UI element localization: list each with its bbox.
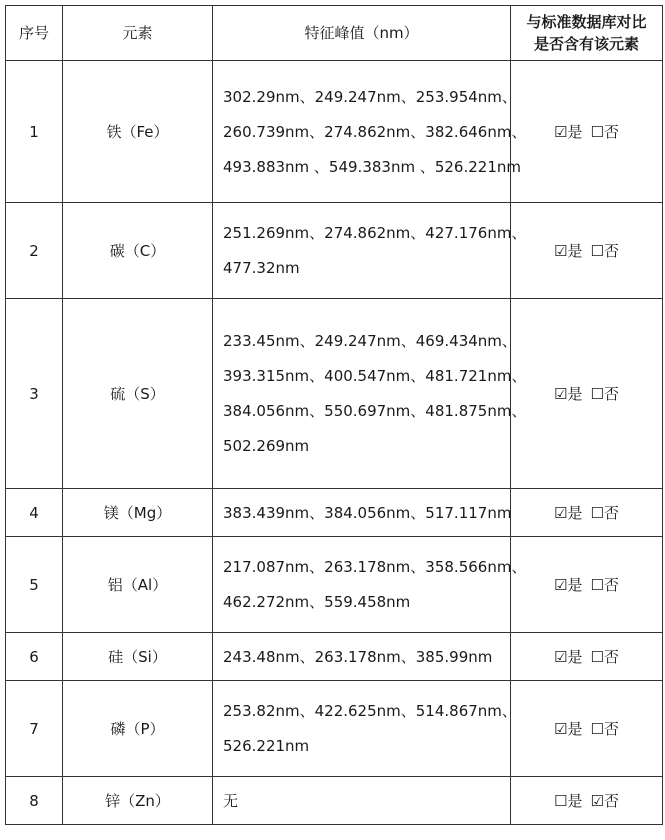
row-element: 锌（Zn）	[63, 777, 213, 825]
no-checkbox-icon[interactable]: ☐	[590, 242, 604, 260]
no-label: 否	[603, 385, 619, 403]
header-peaks: 特征峰值（nm）	[213, 6, 511, 61]
row-compare	[511, 489, 663, 537]
yes-label: 是	[567, 792, 583, 810]
no-label: 否	[603, 504, 619, 522]
no-checkbox-icon[interactable]: ☐	[590, 385, 604, 403]
row-compare	[511, 681, 663, 777]
row-element: 磷（P）	[63, 681, 213, 777]
peak-line: 383.439nm、384.056nm、517.117nm	[223, 503, 512, 522]
table-row	[6, 681, 663, 777]
no-option[interactable]	[591, 646, 619, 667]
row-index: 5	[6, 537, 63, 633]
no-checkbox-icon[interactable]: ☐	[590, 123, 604, 141]
peak-line: 493.883nm 、549.383nm 、526.221nm	[223, 157, 521, 176]
yes-option[interactable]	[554, 646, 582, 667]
yes-option[interactable]	[554, 121, 582, 142]
row-peaks	[213, 537, 527, 633]
table-row	[6, 299, 663, 489]
row-peaks	[213, 299, 527, 489]
no-label: 否	[603, 792, 619, 810]
no-option[interactable]	[591, 121, 619, 142]
peak-line: 477.32nm	[223, 259, 300, 277]
row-element: 硅（Si）	[63, 633, 213, 681]
row-compare	[511, 61, 663, 203]
no-label: 否	[603, 242, 619, 260]
yes-checkbox-icon[interactable]: ☑	[554, 648, 568, 666]
row-peaks	[213, 633, 511, 681]
no-option[interactable]	[591, 383, 619, 404]
table-row	[6, 777, 663, 825]
row-peaks	[213, 777, 511, 825]
row-compare	[511, 203, 663, 299]
peak-line: 无	[223, 791, 239, 810]
yes-checkbox-icon[interactable]: ☑	[554, 576, 568, 594]
yes-label: 是	[567, 123, 583, 141]
table-row	[6, 489, 663, 537]
peak-line: 253.82nm、422.625nm、514.867nm、	[223, 702, 517, 720]
table-row	[6, 537, 663, 633]
peak-line: 462.272nm、559.458nm	[223, 593, 411, 611]
no-checkbox-icon[interactable]: ☑	[590, 792, 604, 810]
yes-option[interactable]	[554, 574, 582, 595]
table-row	[6, 203, 663, 299]
no-option[interactable]	[591, 502, 619, 523]
peak-line: 393.315nm、400.547nm、481.721nm、	[223, 367, 527, 385]
row-index: 4	[6, 489, 63, 537]
yes-checkbox-icon[interactable]: ☑	[554, 242, 568, 260]
yes-option[interactable]	[554, 240, 582, 261]
peak-line: 384.056nm、550.697nm、481.875nm、	[223, 402, 527, 420]
no-checkbox-icon[interactable]: ☐	[590, 504, 604, 522]
no-label: 否	[603, 576, 619, 594]
peak-line: 302.29nm、249.247nm、253.954nm、	[223, 87, 517, 106]
peak-line: 217.087nm、263.178nm、358.566nm、	[223, 558, 527, 576]
row-index: 2	[6, 203, 63, 299]
row-element: 铝（Al）	[63, 537, 213, 633]
yes-option[interactable]	[554, 502, 582, 523]
peak-line: 243.48nm、263.178nm、385.99nm	[223, 647, 493, 666]
no-checkbox-icon[interactable]: ☐	[590, 648, 604, 666]
header-row	[6, 6, 663, 61]
header-compare-line2: 是否含有该元素	[533, 35, 639, 53]
header-index: 序号	[6, 6, 63, 61]
no-option[interactable]	[591, 240, 619, 261]
row-index: 6	[6, 633, 63, 681]
row-element: 镁（Mg）	[63, 489, 213, 537]
row-compare	[511, 537, 663, 633]
row-compare	[511, 633, 663, 681]
row-compare	[511, 777, 663, 825]
table-row	[6, 633, 663, 681]
no-checkbox-icon[interactable]: ☐	[590, 576, 604, 594]
header-compare	[511, 6, 663, 61]
peak-line: 502.269nm	[223, 437, 310, 455]
peak-line: 233.45nm、249.247nm、469.434nm、	[223, 332, 517, 350]
yes-checkbox-icon[interactable]: ☑	[554, 504, 568, 522]
no-option[interactable]	[591, 790, 619, 811]
yes-label: 是	[567, 242, 583, 260]
row-peaks	[213, 681, 517, 777]
no-label: 否	[603, 123, 619, 141]
yes-label: 是	[567, 385, 583, 403]
row-index: 1	[6, 61, 63, 203]
no-label: 否	[603, 720, 619, 738]
row-element: 碳（C）	[63, 203, 213, 299]
peak-line: 526.221nm	[223, 737, 310, 755]
header-compare-line1: 与标准数据库对比	[526, 13, 647, 31]
yes-label: 是	[567, 648, 583, 666]
row-peaks	[213, 203, 527, 299]
yes-label: 是	[567, 504, 583, 522]
no-option[interactable]	[591, 718, 619, 739]
element-peak-table	[5, 5, 663, 825]
yes-checkbox-icon[interactable]: ☐	[554, 792, 568, 810]
row-element: 硫（S）	[63, 299, 213, 489]
yes-checkbox-icon[interactable]: ☑	[554, 385, 568, 403]
yes-option[interactable]	[554, 790, 582, 811]
peak-line: 251.269nm、274.862nm、427.176nm、	[223, 224, 527, 242]
row-index: 3	[6, 299, 63, 489]
row-element: 铁（Fe）	[63, 61, 213, 203]
yes-label: 是	[567, 576, 583, 594]
no-checkbox-icon[interactable]: ☐	[590, 720, 604, 738]
no-label: 否	[603, 648, 619, 666]
yes-label: 是	[567, 720, 583, 738]
yes-option[interactable]	[554, 718, 582, 739]
no-option[interactable]	[591, 574, 619, 595]
row-peaks	[213, 489, 511, 537]
yes-checkbox-icon[interactable]: ☑	[554, 720, 568, 738]
peak-line: 260.739nm、274.862nm、382.646nm、	[223, 122, 527, 141]
header-element: 元素	[63, 6, 213, 61]
row-compare	[511, 299, 663, 489]
row-index: 7	[6, 681, 63, 777]
yes-checkbox-icon[interactable]: ☑	[554, 123, 568, 141]
row-peaks	[213, 61, 527, 203]
table-row	[6, 61, 663, 203]
row-index: 8	[6, 777, 63, 825]
yes-option[interactable]	[554, 383, 582, 404]
